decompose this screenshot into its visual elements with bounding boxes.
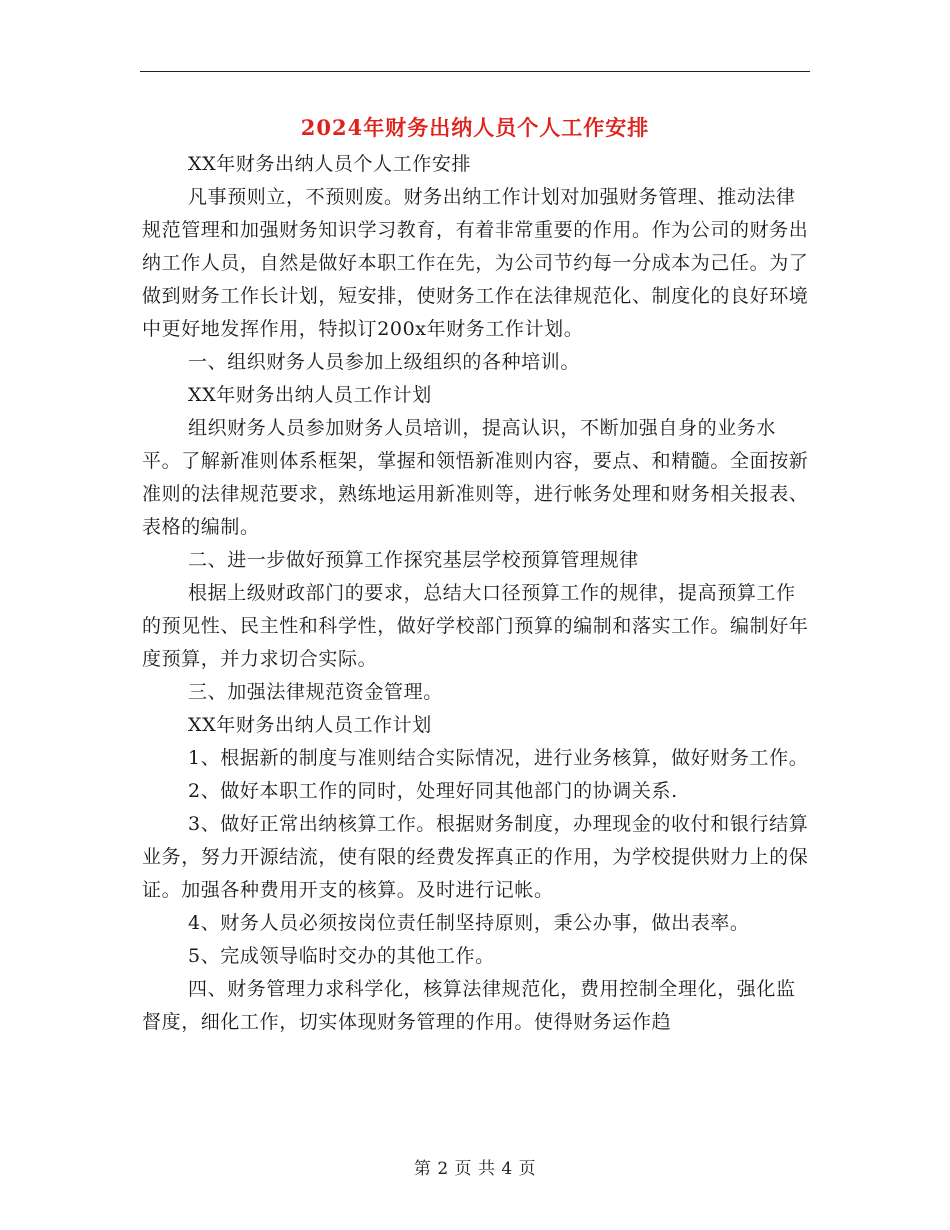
- paragraph: 2、做好本职工作的同时，处理好同其他部门的协调关系.: [188, 780, 678, 802]
- paragraph: XX年财务出纳人员工作计划: [188, 384, 432, 406]
- paragraph: 二、进一步做好预算工作探究基层学校预算管理规律: [188, 549, 639, 571]
- paragraph: 4、财务人员必须按岗位责任制坚持原则，秉公办事，做出表率。: [188, 912, 750, 934]
- paragraph: 一、组织财务人员参加上级组织的各种培训。: [188, 351, 581, 373]
- paragraph: 组织财务人员参加财务人员培训，提高认识，不断加强自身的业务水平。了解新准则体系框架，掌握和领悟新准则内容，要点、和精髓。全面按新准则的法律规范要求，熟练地运用新准则等，进行帐务处理和财务相关报表、表格的编制。: [142, 417, 809, 538]
- paragraph: 3、做好正常出纳核算工作。根据财务制度，办理现金的收付和银行结算业务，努力开源结流，使有限的经费发挥真正的作用，为学校提供财力上的保证。加强各种费用开支的核算。及时进行记帐。: [142, 813, 809, 901]
- page-footer: 第 2 页 共 4 页: [413, 1159, 537, 1179]
- paragraph: 凡事预则立，不预则废。财务出纳工作计划对加强财务管理、推动法律规范管理和加强财务知识学习教育，有着非常重要的作用。作为公司的财务出纳工作人员，自然是做好本职工作在先，为公司节约每一分成本为己任。为了做到财务工作长计划，短安排，使财务工作在法律规范化、制度化的良好环境中更好地发挥作用，特拟订200x年财务工作计划。: [142, 186, 809, 340]
- paragraph: 1、根据新的制度与准则结合实际情况，进行业务核算，做好财务工作。: [188, 747, 809, 769]
- document-body: [142, 148, 810, 1039]
- paragraph: 根据上级财政部门的要求，总结大口径预算工作的规律，提高预算工作的预见性、民主性和科学性，做好学校部门预算的编制和落实工作。编制好年度预算，并力求切合实际。: [142, 582, 809, 670]
- header-rule: [140, 71, 810, 72]
- paragraph: 5、完成领导临时交办的其他工作。: [188, 945, 495, 967]
- paragraph: 四、财务管理力求科学化，核算法律规范化，费用控制全理化，强化监督度，细化工作，切实体现财务管理的作用。使得财务运作趋: [142, 978, 796, 1033]
- document-title: 2024年财务出纳人员个人工作安排: [300, 115, 650, 140]
- paragraph: XX年财务出纳人员工作计划: [188, 714, 432, 736]
- paragraph: XX年财务出纳人员个人工作安排: [188, 153, 472, 175]
- paragraph: 三、加强法律规范资金管理。: [188, 681, 443, 703]
